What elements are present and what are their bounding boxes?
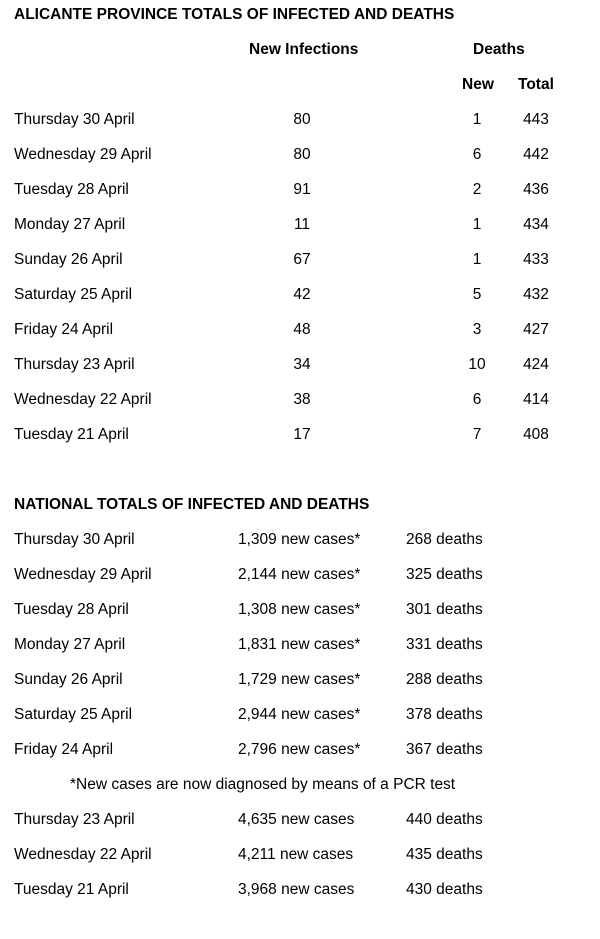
row-infections: 38 xyxy=(293,391,311,408)
row-total-deaths: 427 xyxy=(523,321,549,338)
header-new-infections: New Infections xyxy=(249,41,359,58)
national-row-date: Sunday 26 April xyxy=(14,671,123,688)
national-row-date: Tuesday 21 April xyxy=(14,881,129,898)
national-row-cases: 1,831 new cases* xyxy=(238,636,361,653)
row-infections: 42 xyxy=(293,286,311,303)
row-new-deaths: 1 xyxy=(472,216,482,233)
row-total-deaths: 436 xyxy=(523,181,549,198)
header-deaths: Deaths xyxy=(473,41,525,58)
national-row-deaths: 378 deaths xyxy=(406,706,483,723)
row-date: Saturday 25 April xyxy=(14,286,133,303)
row-infections: 91 xyxy=(293,181,311,198)
row-date: Tuesday 21 April xyxy=(14,426,129,443)
header-new: New xyxy=(462,76,494,93)
row-new-deaths: 7 xyxy=(472,426,482,443)
row-new-deaths: 6 xyxy=(472,391,482,408)
national-row-deaths: 331 deaths xyxy=(406,636,483,653)
row-total-deaths: 432 xyxy=(523,286,549,303)
row-date: Thursday 23 April xyxy=(14,356,135,373)
row-date: Friday 24 April xyxy=(14,321,114,338)
row-infections: 80 xyxy=(293,111,311,128)
row-infections: 67 xyxy=(293,251,311,268)
row-new-deaths: 10 xyxy=(468,356,486,373)
row-new-deaths: 5 xyxy=(472,286,482,303)
national-row-cases: 1,729 new cases* xyxy=(238,671,361,688)
national-row-deaths: 367 deaths xyxy=(406,741,483,758)
row-new-deaths: 2 xyxy=(472,181,482,198)
row-new-deaths: 3 xyxy=(472,321,482,338)
national-row-deaths: 288 deaths xyxy=(406,671,483,688)
national-row-deaths: 268 deaths xyxy=(406,531,483,548)
national-row-date: Saturday 25 April xyxy=(14,706,133,723)
row-date: Wednesday 22 April xyxy=(14,391,152,408)
national-row-cases: 1,309 new cases* xyxy=(238,531,361,548)
row-total-deaths: 434 xyxy=(523,216,549,233)
alicante-title: ALICANTE PROVINCE TOTALS OF INFECTED AND DEATHS xyxy=(14,6,455,23)
row-total-deaths: 433 xyxy=(523,251,549,268)
row-new-deaths: 1 xyxy=(472,111,482,128)
national-row-deaths: 430 deaths xyxy=(406,881,483,898)
row-total-deaths: 424 xyxy=(523,356,549,373)
national-row-cases: 2,944 new cases* xyxy=(238,706,361,723)
row-date: Tuesday 28 April xyxy=(14,181,129,198)
national-row-date: Wednesday 29 April xyxy=(14,566,152,583)
national-row-deaths: 435 deaths xyxy=(406,846,483,863)
row-date: Wednesday 29 April xyxy=(14,146,152,163)
national-row-cases: 2,796 new cases* xyxy=(238,741,361,758)
row-infections: 17 xyxy=(293,426,311,443)
national-row-deaths: 440 deaths xyxy=(406,811,483,828)
row-new-deaths: 1 xyxy=(472,251,482,268)
row-new-deaths: 6 xyxy=(472,146,482,163)
row-infections: 80 xyxy=(293,146,311,163)
national-row-date: Thursday 23 April xyxy=(14,811,135,828)
national-row-date: Friday 24 April xyxy=(14,741,114,758)
national-row-cases: 1,308 new cases* xyxy=(238,601,361,618)
national-row-date: Monday 27 April xyxy=(14,636,126,653)
national-row-deaths: 325 deaths xyxy=(406,566,483,583)
national-row-cases: 4,635 new cases xyxy=(238,811,355,828)
row-total-deaths: 442 xyxy=(523,146,549,163)
header-total: Total xyxy=(518,76,554,93)
national-title: NATIONAL TOTALS OF INFECTED AND DEATHS xyxy=(14,496,370,513)
pcr-footnote: *New cases are now diagnosed by means of a PCR test xyxy=(70,776,456,793)
row-infections: 11 xyxy=(293,216,311,233)
row-date: Thursday 30 April xyxy=(14,111,135,128)
row-infections: 34 xyxy=(293,356,311,373)
row-total-deaths: 408 xyxy=(523,426,549,443)
national-row-date: Thursday 30 April xyxy=(14,531,135,548)
row-total-deaths: 414 xyxy=(523,391,549,408)
row-infections: 48 xyxy=(293,321,311,338)
national-row-cases: 3,968 new cases xyxy=(238,881,355,898)
national-row-date: Tuesday 28 April xyxy=(14,601,129,618)
row-date: Monday 27 April xyxy=(14,216,126,233)
row-total-deaths: 443 xyxy=(523,111,549,128)
national-row-date: Wednesday 22 April xyxy=(14,846,152,863)
national-row-cases: 4,211 new cases xyxy=(238,846,354,863)
row-date: Sunday 26 April xyxy=(14,251,123,268)
national-row-deaths: 301 deaths xyxy=(406,601,483,618)
national-row-cases: 2,144 new cases* xyxy=(238,566,361,583)
